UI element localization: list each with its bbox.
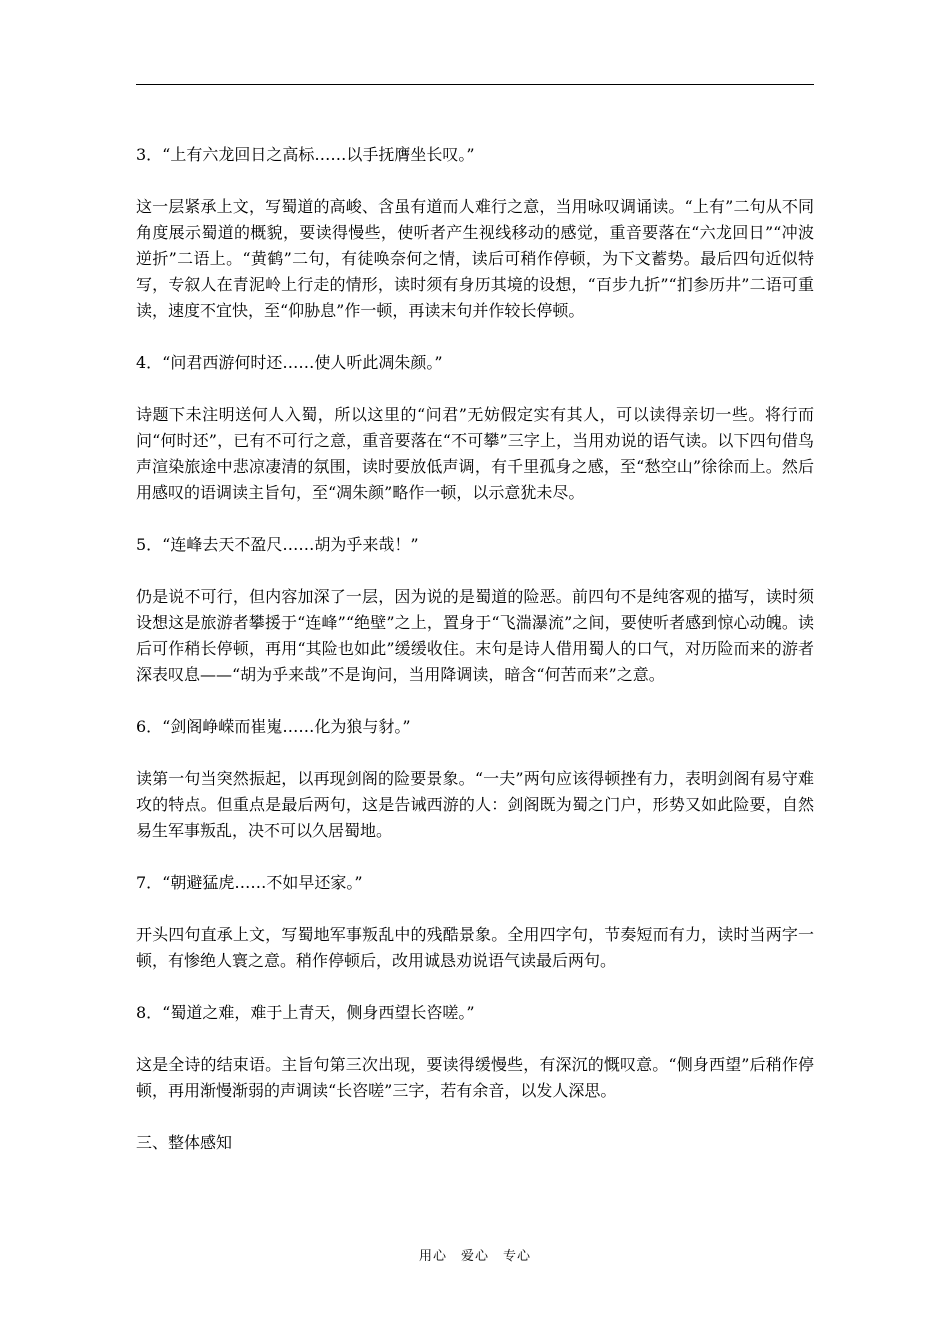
section-paragraph-8: 这是全诗的结束语。主旨句第三次出现，要读得缓慢些，有深沉的慨叹意。“侧身西望”后稍作停顿，再用渐慢渐弱的声调读“长咨嗟”三字，若有余音，以发人深思。 — [136, 1055, 814, 1100]
section-heading-7: 7．“朝避猛虎……不如早还家。” — [136, 873, 363, 892]
header-rule — [136, 84, 814, 85]
section-heading-8: 8．“蜀道之难，难于上青天，侧身西望长咨嗟。” — [136, 1003, 475, 1022]
part-three-heading: 三、整体感知 — [136, 1133, 233, 1152]
section-heading-4: 4．“问君西游何时还……使人听此凋朱颜。” — [136, 353, 443, 372]
section-paragraph-5: 仍是说不可行，但内容加深了一层，因为说的是蜀道的险恶。前四句不是纯客观的描写，读时须设想这是旅游者攀援于“连峰”“绝壁”之上，置身于“飞湍瀑流”之间，要使听者感到惊心动魄。读后可作稍长停顿，再用“其险也如此”缓缓收住。末句是诗人借用蜀人的口气，对历险而来的游者深表叹息——“胡为乎来哉”不是询问，当用降调读，暗含“何苦而来”之意。 — [136, 587, 814, 684]
section-paragraph-4: 诗题下未注明送何人入蜀，所以这里的“问君”无妨假定实有其人，可以读得亲切一些。将行而问“何时还”，已有不可行之意，重音要落在“不可攀”三字上，当用劝说的语气读。以下四句借鸟声渲染旅途中悲凉凄清的氛围，读时要放低声调，有千里孤身之感，至“愁空山”徐徐而上。然后用感叹的语调读主旨句，至“凋朱颜”略作一顿，以示意犹未尽。 — [136, 405, 814, 502]
section-heading-6: 6．“剑阁峥嵘而崔嵬……化为狼与豺。” — [136, 717, 411, 736]
section-paragraph-3: 这一层紧承上文，写蜀道的高峻、含虽有道而人难行之意，当用咏叹调诵读。“上有”二句从不同角度展示蜀道的概貌，要读得慢些，使听者产生视线移动的感觉，重音要落在“六龙回日”“冲波逆折”二语上。“黄鹤”二句，有徒唤奈何之情，读后可稍作停顿，为下文蓄势。最后四句近似特写，专叙人在青泥岭上行走的情形，读时须有身历其境的设想，“百步九折”“扪参历井”二语可重读，速度不宜快，至“仰胁息”作一顿，再读末句并作较长停顿。 — [136, 197, 814, 320]
section-paragraph-7: 开头四句直承上文，写蜀地军事叛乱中的残酷景象。全用四字句，节奏短而有力，读时当两字一顿，有惨绝人寰之意。稍作停顿后，改用诚恳劝说语气读最后两句。 — [136, 925, 814, 970]
document-body — [136, 142, 814, 1182]
section-heading-3: 3．“上有六龙回日之高标……以手抚膺坐长叹。” — [136, 145, 475, 164]
section-heading-5: 5．“连峰去天不盈尺……胡为乎来哉！” — [136, 535, 419, 554]
section-paragraph-6: 读第一句当突然振起，以再现剑阁的险要景象。“一夫”两句应该得顿挫有力，表明剑阁有易守难攻的特点。但重点是最后两句，这是告诫西游的人：剑阁既为蜀之门户，形势又如此险要，自然易生军事叛乱，决不可以久居蜀地。 — [136, 769, 814, 840]
page-footer: 用心 爱心 专心 — [418, 1249, 531, 1264]
